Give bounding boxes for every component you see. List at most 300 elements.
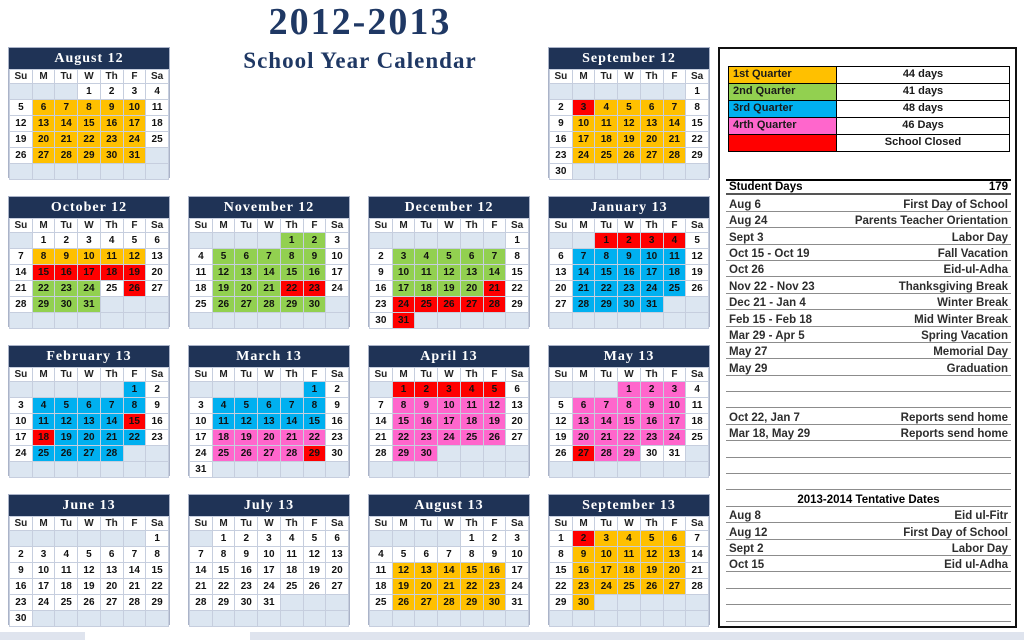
day-cell[interactable]: 11 [32,414,55,430]
day-cell[interactable]: 19 [392,579,415,595]
day-cell[interactable]: 12 [55,414,78,430]
day-cell[interactable]: 4 [55,547,78,563]
day-cell[interactable]: 21 [686,563,709,579]
day-cell[interactable]: 29 [280,297,303,313]
day-cell[interactable]: 31 [640,297,663,313]
day-cell[interactable]: 4 [460,382,483,398]
day-cell[interactable]: 11 [415,265,438,281]
day-cell[interactable]: 16 [572,563,595,579]
day-cell[interactable]: 5 [235,398,258,414]
day-cell[interactable]: 3 [438,382,461,398]
day-cell[interactable]: 17 [663,414,686,430]
day-cell[interactable]: 6 [640,100,663,116]
day-cell[interactable]: 2 [326,382,349,398]
day-cell[interactable]: 6 [506,382,529,398]
day-cell[interactable]: 26 [618,148,641,164]
day-cell[interactable]: 10 [438,398,461,414]
day-cell[interactable]: 30 [550,164,573,180]
day-cell[interactable]: 10 [10,414,33,430]
day-cell[interactable]: 18 [370,579,393,595]
day-cell[interactable]: 7 [280,398,303,414]
day-cell[interactable]: 15 [595,265,618,281]
day-cell[interactable]: 29 [618,446,641,462]
day-cell[interactable]: 7 [55,100,78,116]
day-cell[interactable]: 13 [663,547,686,563]
day-cell[interactable]: 30 [100,148,123,164]
day-cell[interactable]: 15 [212,563,235,579]
day-cell[interactable]: 25 [32,446,55,462]
day-cell[interactable]: 30 [10,611,33,627]
day-cell[interactable]: 3 [326,233,349,249]
day-cell[interactable]: 13 [78,414,101,430]
day-cell[interactable]: 5 [123,233,146,249]
day-cell[interactable]: 26 [303,579,326,595]
day-cell[interactable]: 21 [55,132,78,148]
day-cell[interactable]: 4 [415,249,438,265]
day-cell[interactable]: 2 [235,531,258,547]
day-cell[interactable]: 20 [663,563,686,579]
day-cell[interactable]: 17 [572,132,595,148]
day-cell[interactable]: 26 [78,595,101,611]
day-cell[interactable]: 17 [258,563,281,579]
day-cell[interactable]: 11 [212,414,235,430]
day-cell[interactable]: 1 [123,382,146,398]
day-cell[interactable]: 18 [663,265,686,281]
day-cell[interactable]: 10 [392,265,415,281]
day-cell[interactable]: 24 [392,297,415,313]
day-cell[interactable]: 2 [303,233,326,249]
day-cell[interactable]: 8 [618,398,641,414]
day-cell[interactable]: 1 [212,531,235,547]
day-cell[interactable]: 3 [32,547,55,563]
day-cell[interactable]: 26 [392,595,415,611]
day-cell[interactable]: 14 [483,265,506,281]
day-cell[interactable]: 23 [618,281,641,297]
day-cell[interactable]: 30 [415,446,438,462]
day-cell[interactable]: 16 [370,281,393,297]
day-cell[interactable]: 28 [438,595,461,611]
day-cell[interactable]: 5 [303,531,326,547]
day-cell[interactable]: 13 [100,563,123,579]
day-cell[interactable]: 15 [280,265,303,281]
day-cell[interactable]: 18 [146,116,169,132]
day-cell[interactable]: 12 [78,563,101,579]
day-cell[interactable]: 13 [550,265,573,281]
day-cell[interactable]: 20 [572,430,595,446]
day-cell[interactable]: 1 [303,382,326,398]
day-cell[interactable]: 20 [415,579,438,595]
day-cell[interactable]: 30 [618,297,641,313]
day-cell[interactable]: 5 [686,233,709,249]
day-cell[interactable]: 17 [640,265,663,281]
day-cell[interactable]: 8 [123,398,146,414]
day-cell[interactable]: 6 [235,249,258,265]
day-cell[interactable]: 3 [595,531,618,547]
day-cell[interactable]: 7 [483,249,506,265]
day-cell[interactable]: 30 [326,446,349,462]
day-cell[interactable]: 18 [190,281,213,297]
day-cell[interactable]: 25 [55,595,78,611]
day-cell[interactable]: 23 [415,430,438,446]
day-cell[interactable]: 9 [10,563,33,579]
day-cell[interactable]: 11 [686,398,709,414]
day-cell[interactable]: 10 [258,547,281,563]
day-cell[interactable]: 4 [663,233,686,249]
day-cell[interactable]: 15 [123,414,146,430]
day-cell[interactable]: 8 [280,249,303,265]
day-cell[interactable]: 28 [100,446,123,462]
day-cell[interactable]: 26 [123,281,146,297]
day-cell[interactable]: 3 [640,233,663,249]
day-cell[interactable]: 21 [370,430,393,446]
day-cell[interactable]: 25 [370,595,393,611]
day-cell[interactable]: 22 [550,579,573,595]
day-cell[interactable]: 9 [55,249,78,265]
day-cell[interactable]: 8 [146,547,169,563]
day-cell[interactable]: 16 [326,414,349,430]
day-cell[interactable]: 6 [326,531,349,547]
day-cell[interactable]: 2 [100,84,123,100]
day-cell[interactable]: 12 [235,414,258,430]
day-cell[interactable]: 22 [280,281,303,297]
day-cell[interactable]: 12 [618,116,641,132]
day-cell[interactable]: 14 [686,547,709,563]
day-cell[interactable]: 27 [572,446,595,462]
day-cell[interactable]: 22 [32,281,55,297]
day-cell[interactable]: 12 [483,398,506,414]
day-cell[interactable]: 19 [55,430,78,446]
day-cell[interactable]: 11 [280,547,303,563]
day-cell[interactable]: 14 [572,265,595,281]
day-cell[interactable]: 27 [550,297,573,313]
day-cell[interactable]: 7 [258,249,281,265]
day-cell[interactable]: 22 [146,579,169,595]
day-cell[interactable]: 27 [415,595,438,611]
day-cell[interactable]: 5 [483,382,506,398]
day-cell[interactable]: 14 [370,414,393,430]
day-cell[interactable]: 2 [55,233,78,249]
day-cell[interactable]: 22 [212,579,235,595]
day-cell[interactable]: 28 [123,595,146,611]
day-cell[interactable]: 25 [280,579,303,595]
day-cell[interactable]: 7 [190,547,213,563]
day-cell[interactable]: 13 [235,265,258,281]
day-cell[interactable]: 19 [235,430,258,446]
day-cell[interactable]: 15 [78,116,101,132]
day-cell[interactable]: 5 [55,398,78,414]
day-cell[interactable]: 29 [460,595,483,611]
day-cell[interactable]: 17 [10,430,33,446]
day-cell[interactable]: 15 [618,414,641,430]
day-cell[interactable]: 18 [460,414,483,430]
day-cell[interactable]: 23 [370,297,393,313]
day-cell[interactable]: 13 [506,398,529,414]
day-cell[interactable]: 10 [595,547,618,563]
day-cell[interactable]: 20 [146,265,169,281]
day-cell[interactable]: 13 [32,116,55,132]
day-cell[interactable]: 15 [686,116,709,132]
day-cell[interactable]: 25 [595,148,618,164]
day-cell[interactable]: 16 [235,563,258,579]
day-cell[interactable]: 2 [10,547,33,563]
day-cell[interactable]: 4 [146,84,169,100]
day-cell[interactable]: 10 [663,398,686,414]
day-cell[interactable]: 17 [123,116,146,132]
day-cell[interactable]: 29 [392,446,415,462]
day-cell[interactable]: 19 [438,281,461,297]
day-cell[interactable]: 15 [392,414,415,430]
day-cell[interactable]: 10 [32,563,55,579]
day-cell[interactable]: 1 [32,233,55,249]
day-cell[interactable]: 13 [258,414,281,430]
day-cell[interactable]: 5 [550,398,573,414]
day-cell[interactable]: 4 [280,531,303,547]
day-cell[interactable]: 1 [78,84,101,100]
day-cell[interactable]: 24 [258,579,281,595]
day-cell[interactable]: 16 [55,265,78,281]
day-cell[interactable]: 18 [55,579,78,595]
day-cell[interactable]: 2 [146,382,169,398]
day-cell[interactable]: 29 [550,595,573,611]
day-cell[interactable]: 12 [686,249,709,265]
day-cell[interactable]: 14 [10,265,33,281]
day-cell[interactable]: 5 [212,249,235,265]
day-cell[interactable]: 13 [460,265,483,281]
day-cell[interactable]: 18 [280,563,303,579]
day-cell[interactable]: 29 [506,297,529,313]
day-cell[interactable]: 11 [190,265,213,281]
day-cell[interactable]: 6 [460,249,483,265]
day-cell[interactable]: 24 [78,281,101,297]
day-cell[interactable]: 9 [618,249,641,265]
day-cell[interactable]: 9 [235,547,258,563]
day-cell[interactable]: 17 [32,579,55,595]
day-cell[interactable]: 1 [146,531,169,547]
day-cell[interactable]: 30 [370,313,393,329]
day-cell[interactable]: 11 [146,100,169,116]
day-cell[interactable]: 26 [10,148,33,164]
day-cell[interactable]: 24 [10,446,33,462]
day-cell[interactable]: 17 [78,265,101,281]
day-cell[interactable]: 27 [663,579,686,595]
day-cell[interactable]: 4 [618,531,641,547]
day-cell[interactable]: 2 [618,233,641,249]
day-cell[interactable]: 10 [78,249,101,265]
day-cell[interactable]: 25 [618,579,641,595]
day-cell[interactable]: 17 [595,563,618,579]
day-cell[interactable]: 10 [640,249,663,265]
day-cell[interactable]: 4 [686,382,709,398]
day-cell[interactable]: 11 [100,249,123,265]
day-cell[interactable]: 20 [506,414,529,430]
day-cell[interactable]: 2 [483,531,506,547]
day-cell[interactable]: 21 [595,430,618,446]
day-cell[interactable]: 22 [123,430,146,446]
day-cell[interactable]: 29 [146,595,169,611]
day-cell[interactable]: 2 [370,249,393,265]
day-cell[interactable]: 25 [686,430,709,446]
day-cell[interactable]: 17 [326,265,349,281]
day-cell[interactable]: 7 [10,249,33,265]
day-cell[interactable]: 16 [10,579,33,595]
day-cell[interactable]: 9 [303,249,326,265]
day-cell[interactable]: 19 [686,265,709,281]
day-cell[interactable]: 28 [190,595,213,611]
day-cell[interactable]: 20 [460,281,483,297]
day-cell[interactable]: 6 [415,547,438,563]
day-cell[interactable]: 22 [686,132,709,148]
day-cell[interactable]: 12 [640,547,663,563]
day-cell[interactable]: 25 [190,297,213,313]
day-cell[interactable]: 6 [258,398,281,414]
day-cell[interactable]: 16 [618,265,641,281]
day-cell[interactable]: 20 [640,132,663,148]
day-cell[interactable]: 24 [123,132,146,148]
day-cell[interactable]: 28 [55,148,78,164]
day-cell[interactable]: 23 [303,281,326,297]
day-cell[interactable]: 4 [595,100,618,116]
day-cell[interactable]: 8 [686,100,709,116]
day-cell[interactable]: 31 [190,462,213,478]
day-cell[interactable]: 16 [550,132,573,148]
day-cell[interactable]: 25 [100,281,123,297]
day-cell[interactable]: 23 [483,579,506,595]
day-cell[interactable]: 24 [640,281,663,297]
day-cell[interactable]: 9 [326,398,349,414]
day-cell[interactable]: 26 [235,446,258,462]
day-cell[interactable]: 17 [506,563,529,579]
day-cell[interactable]: 1 [280,233,303,249]
day-cell[interactable]: 21 [483,281,506,297]
day-cell[interactable]: 31 [663,446,686,462]
day-cell[interactable]: 3 [392,249,415,265]
day-cell[interactable]: 21 [190,579,213,595]
day-cell[interactable]: 18 [100,265,123,281]
day-cell[interactable]: 12 [123,249,146,265]
day-cell[interactable]: 28 [280,446,303,462]
day-cell[interactable]: 9 [550,116,573,132]
day-cell[interactable]: 26 [438,297,461,313]
day-cell[interactable]: 7 [686,531,709,547]
day-cell[interactable]: 12 [392,563,415,579]
day-cell[interactable]: 10 [326,249,349,265]
day-cell[interactable]: 14 [438,563,461,579]
day-cell[interactable]: 12 [10,116,33,132]
day-cell[interactable]: 1 [506,233,529,249]
day-cell[interactable]: 24 [438,430,461,446]
day-cell[interactable]: 10 [190,414,213,430]
day-cell[interactable]: 23 [55,281,78,297]
day-cell[interactable]: 14 [55,116,78,132]
day-cell[interactable]: 8 [78,100,101,116]
day-cell[interactable]: 29 [32,297,55,313]
day-cell[interactable]: 27 [100,595,123,611]
day-cell[interactable]: 26 [686,281,709,297]
day-cell[interactable]: 4 [370,547,393,563]
day-cell[interactable]: 22 [618,430,641,446]
day-cell[interactable]: 6 [100,547,123,563]
day-cell[interactable]: 13 [146,249,169,265]
day-cell[interactable]: 10 [123,100,146,116]
day-cell[interactable]: 4 [100,233,123,249]
day-cell[interactable]: 2 [415,382,438,398]
day-cell[interactable]: 12 [303,547,326,563]
day-cell[interactable]: 9 [370,265,393,281]
day-cell[interactable]: 28 [663,148,686,164]
day-cell[interactable]: 15 [460,563,483,579]
day-cell[interactable]: 10 [506,547,529,563]
day-cell[interactable]: 29 [686,148,709,164]
day-cell[interactable]: 18 [212,430,235,446]
day-cell[interactable]: 15 [506,265,529,281]
day-cell[interactable]: 14 [258,265,281,281]
day-cell[interactable]: 28 [572,297,595,313]
day-cell[interactable]: 13 [415,563,438,579]
day-cell[interactable]: 22 [595,281,618,297]
day-cell[interactable]: 4 [32,398,55,414]
day-cell[interactable]: 30 [640,446,663,462]
day-cell[interactable]: 6 [550,249,573,265]
day-cell[interactable]: 5 [78,547,101,563]
day-cell[interactable]: 11 [460,398,483,414]
day-cell[interactable]: 1 [392,382,415,398]
day-cell[interactable]: 22 [506,281,529,297]
day-cell[interactable]: 20 [550,281,573,297]
day-cell[interactable]: 19 [483,414,506,430]
day-cell[interactable]: 18 [686,414,709,430]
day-cell[interactable]: 21 [572,281,595,297]
day-cell[interactable]: 21 [258,281,281,297]
day-cell[interactable]: 16 [100,116,123,132]
day-cell[interactable]: 19 [78,579,101,595]
day-cell[interactable]: 3 [10,398,33,414]
day-cell[interactable]: 1 [595,233,618,249]
day-cell[interactable]: 31 [392,313,415,329]
day-cell[interactable]: 15 [303,414,326,430]
day-cell[interactable]: 11 [55,563,78,579]
day-cell[interactable]: 3 [123,84,146,100]
day-cell[interactable]: 8 [595,249,618,265]
day-cell[interactable]: 29 [303,446,326,462]
day-cell[interactable]: 23 [572,579,595,595]
day-cell[interactable]: 18 [415,281,438,297]
day-cell[interactable]: 12 [438,265,461,281]
day-cell[interactable]: 1 [460,531,483,547]
day-cell[interactable]: 16 [146,414,169,430]
day-cell[interactable]: 8 [392,398,415,414]
day-cell[interactable]: 20 [100,579,123,595]
day-cell[interactable]: 14 [280,414,303,430]
day-cell[interactable]: 31 [78,297,101,313]
day-cell[interactable]: 23 [100,132,123,148]
day-cell[interactable]: 23 [235,579,258,595]
day-cell[interactable]: 26 [550,446,573,462]
day-cell[interactable]: 14 [100,414,123,430]
day-cell[interactable]: 2 [640,382,663,398]
day-cell[interactable]: 21 [10,281,33,297]
day-cell[interactable]: 27 [460,297,483,313]
day-cell[interactable]: 19 [550,430,573,446]
day-cell[interactable]: 16 [640,414,663,430]
day-cell[interactable]: 7 [663,100,686,116]
day-cell[interactable]: 6 [572,398,595,414]
day-cell[interactable]: 14 [663,116,686,132]
day-cell[interactable]: 21 [123,579,146,595]
day-cell[interactable]: 8 [460,547,483,563]
day-cell[interactable]: 8 [506,249,529,265]
day-cell[interactable]: 9 [146,398,169,414]
day-cell[interactable]: 22 [303,430,326,446]
